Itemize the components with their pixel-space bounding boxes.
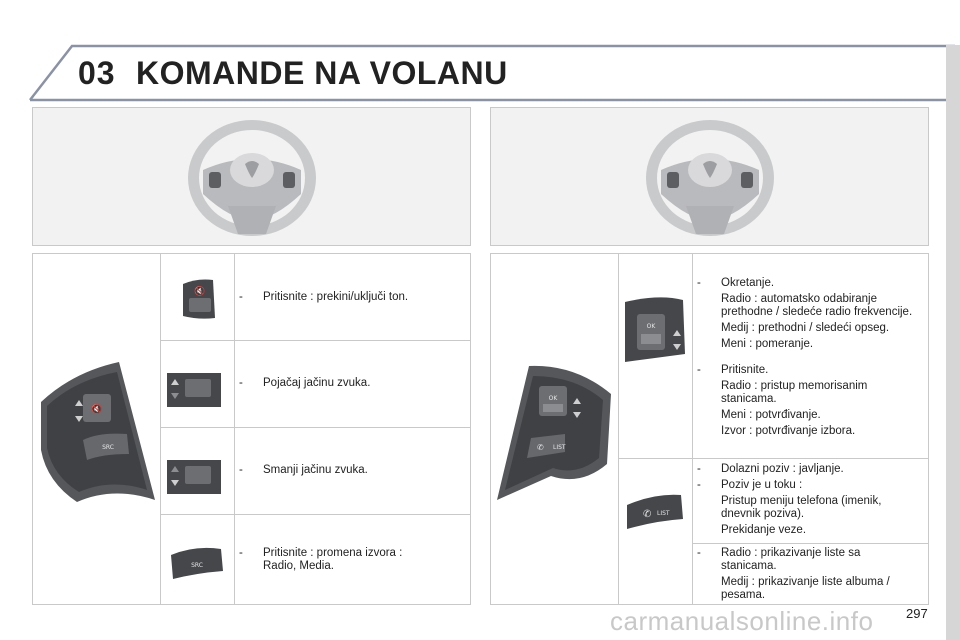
steering-wheel-icon xyxy=(33,108,472,247)
list-item: - Smanji jačinu zvuka. xyxy=(239,464,368,476)
side-tab-bar xyxy=(946,45,960,640)
right-control-overview-cell xyxy=(491,254,619,604)
ok-label: OK xyxy=(646,323,656,330)
right-row-2-icon-cell xyxy=(619,459,693,604)
phone-icon: ✆ xyxy=(537,443,544,452)
wheel-illustration-left xyxy=(32,107,471,246)
list-item: - Pojačaj jačinu zvuka. xyxy=(239,377,371,389)
list-item: - Dolazni poziv : javljanje. xyxy=(697,463,844,475)
list-item: - Pritisnite : promena izvora : Radio, Media. xyxy=(239,547,403,572)
phone-icon: ✆ xyxy=(643,509,652,520)
list-item: - Okretanje. Radio : automatsko odabiranje prethodne / sledeće radio frekvencije. Medij : prethodni / sledeći opseg. Meni : pomeranje. xyxy=(697,277,913,350)
chapter-title: KOMANDE NA VOLANU xyxy=(136,55,508,91)
list-label: LIST xyxy=(553,444,566,451)
list-item: - Radio : prikazivanje liste sa stanicama. Medij : prikazivanje liste albuma / pesama. xyxy=(697,547,890,601)
page-number: 297 xyxy=(906,606,928,621)
list-item: - Pritisnite : prekini/uključi ton. xyxy=(239,291,409,303)
chapter-number: 03 xyxy=(78,55,116,91)
ok-label: OK xyxy=(548,395,558,402)
watermark: carmanualsonline.info xyxy=(610,606,874,636)
wheel-illustration-right xyxy=(490,107,929,246)
right-row-1-icon-cell xyxy=(619,254,693,459)
left-control-overview-cell xyxy=(33,254,161,604)
list-label: LIST xyxy=(657,510,670,517)
left-row-2-icon-cell xyxy=(161,341,235,428)
src-label: SRC xyxy=(102,444,114,451)
mute-icon: 🔇 xyxy=(194,287,206,297)
list-item: - Poziv je u toku : Pristup meniju telefona (imenik, dnevnik poziva). Prekidanje veze. xyxy=(697,479,882,536)
left-row-3-icon-cell xyxy=(161,428,235,515)
mute-icon: 🔇 xyxy=(91,405,103,415)
left-row-1-icon-cell xyxy=(161,254,235,341)
left-row-4-icon-cell xyxy=(161,515,235,604)
steering-wheel-icon xyxy=(491,108,930,247)
left-control-pad-illustration xyxy=(33,254,161,604)
src-label: SRC xyxy=(191,562,203,569)
right-control-pad-illustration xyxy=(491,254,619,604)
list-item: - Pritisnite. Radio : pristup memorisanim stanicama. Meni : potvrđivanje. Izvor : potvrđivanje izbora. xyxy=(697,364,868,437)
